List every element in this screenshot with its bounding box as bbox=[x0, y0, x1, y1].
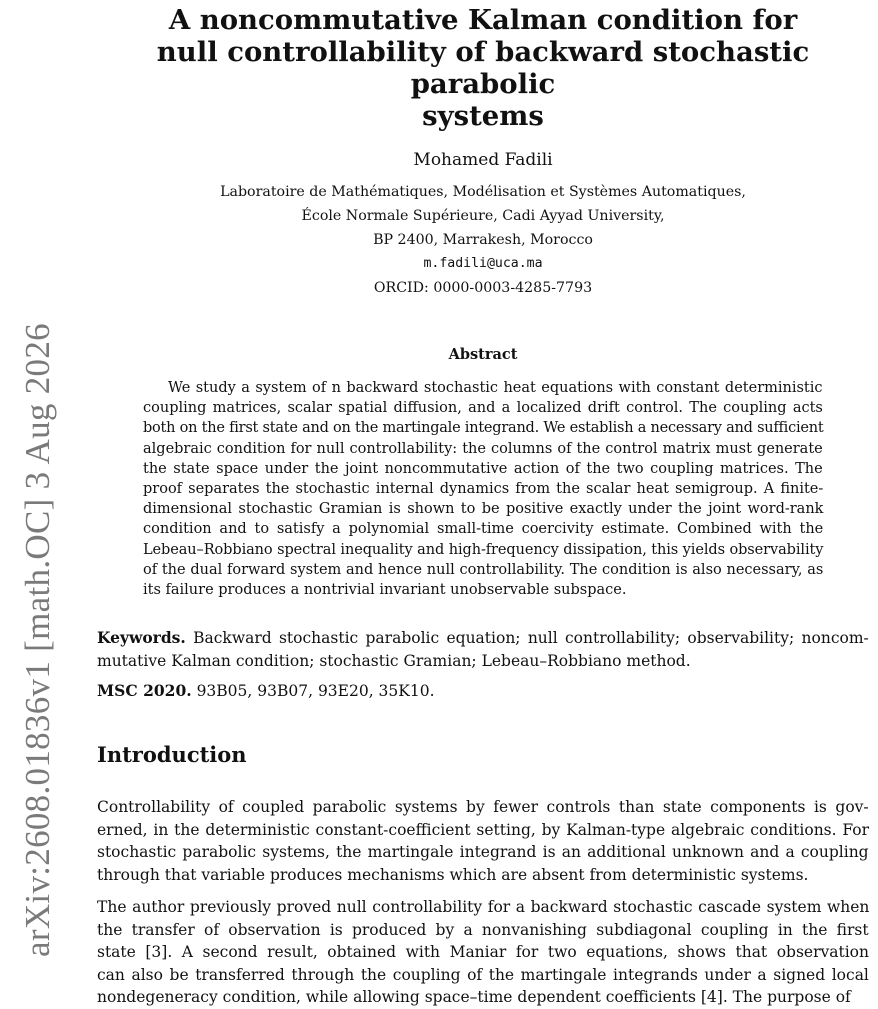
paragraph-line: stochastic parabolic systems, the martingale integrand is an additional unknown and a coupling bbox=[97, 843, 869, 861]
intro-paragraph bbox=[97, 796, 869, 886]
affiliation-address: BP 2400, Marrakesh, Morocco bbox=[373, 232, 593, 248]
msc-label: MSC 2020. bbox=[97, 681, 192, 700]
section-title-introduction: Introduction bbox=[97, 742, 247, 767]
title-line: A noncommutative Kalman condition for bbox=[168, 4, 798, 36]
author-orcid: ORCID: 0000-0003-4285-7793 bbox=[373, 280, 593, 296]
abstract-line: the state space under the joint noncommutative action of the two coupling matrices. The bbox=[143, 460, 823, 477]
paragraph-line: Controllability of coupled parabolic systems by fewer controls than state components is gov- bbox=[97, 798, 869, 816]
keywords-text: Backward stochastic parabolic equation; null controllability; observability; noncom- bbox=[193, 629, 869, 647]
arxiv-identifier-stamp: arXiv:2608.01836v1 [math.OC] 3 Aug 2026 bbox=[18, 323, 57, 957]
affiliation-lab: Laboratoire de Mathématiques, Modélisation et Systèmes Automatiques, bbox=[220, 184, 746, 200]
keywords-block bbox=[97, 626, 869, 673]
abstract-line: coupling matrices, scalar spatial diffusion, and a localized drift control. The coupling acts bbox=[143, 400, 823, 417]
intro-paragraph bbox=[97, 896, 869, 1009]
abstract-line: of the dual forward system and hence null controllability. The condition is also necessary, as bbox=[143, 561, 824, 578]
msc-codes: 93B05, 93B07, 93E20, 35K10. bbox=[196, 682, 435, 700]
paragraph-line: erned, in the deterministic constant-coefficient setting, by Kalman-type algebraic conditions. For bbox=[97, 820, 870, 839]
keywords-line: mutative Kalman condition; stochastic Gramian; Lebeau–Robbiano method. bbox=[97, 652, 691, 670]
abstract-line: both on the first state and on the martingale integrand. We establish a necessary and sufficient bbox=[143, 420, 824, 437]
author-name: Mohamed Fadili bbox=[413, 150, 553, 170]
abstract-line: algebraic condition for null controllability: the columns of the control matrix must generate bbox=[143, 440, 823, 457]
paragraph-line: the transfer of observation is produced by a nonvanishing subdiagonal coupling in the first bbox=[97, 920, 869, 939]
paper-title bbox=[97, 4, 869, 132]
keywords-line bbox=[97, 626, 869, 650]
title-line: null controllability of backward stochastic parabolic bbox=[156, 36, 810, 100]
paragraph-line: can also be transferred through the coupling of the martingale integrands under a signed local bbox=[97, 965, 869, 984]
author-email: m.fadili@uca.ma bbox=[423, 256, 543, 271]
abstract-body bbox=[143, 378, 823, 600]
author-affiliation bbox=[97, 180, 869, 300]
paragraph-line: through that variable produces mechanisms which are absent from deterministic systems. bbox=[97, 865, 809, 884]
abstract-line: condition and to satisfy a polynomial small-time coercivity estimate. Combined with the bbox=[143, 521, 824, 538]
abstract-line: proof separates the stochastic internal dynamics from the scalar heat semigroup. A finite- bbox=[143, 481, 824, 498]
paragraph-line: state [3]. A second result, obtained with Maniar for two equations, shows that observation bbox=[97, 943, 869, 961]
abstract-line: dimensional stochastic Gramian is shown to be positive exactly under the joint word-rank bbox=[143, 501, 824, 518]
abstract-line: its failure produces a nontrivial invariant unobservable subspace. bbox=[143, 582, 627, 599]
abstract-line: We study a system of n backward stochastic heat equations with constant deterministic bbox=[168, 380, 823, 396]
affiliation-school: École Normale Supérieure, Cadi Ayyad University, bbox=[301, 208, 665, 224]
keywords-label: Keywords. bbox=[97, 628, 186, 647]
abstract-line: Lebeau–Robbiano spectral inequality and high-frequency dissipation, this yields observability bbox=[143, 541, 824, 558]
paragraph-line: nondegeneracy condition, while allowing space–time dependent coefficients [4]. The purpose of bbox=[97, 988, 851, 1006]
msc-block bbox=[97, 679, 869, 703]
abstract-heading: Abstract bbox=[448, 346, 518, 363]
title-line: systems bbox=[422, 100, 544, 132]
paragraph-line: The author previously proved null controllability for a backward stochastic cascade system when bbox=[97, 898, 870, 916]
